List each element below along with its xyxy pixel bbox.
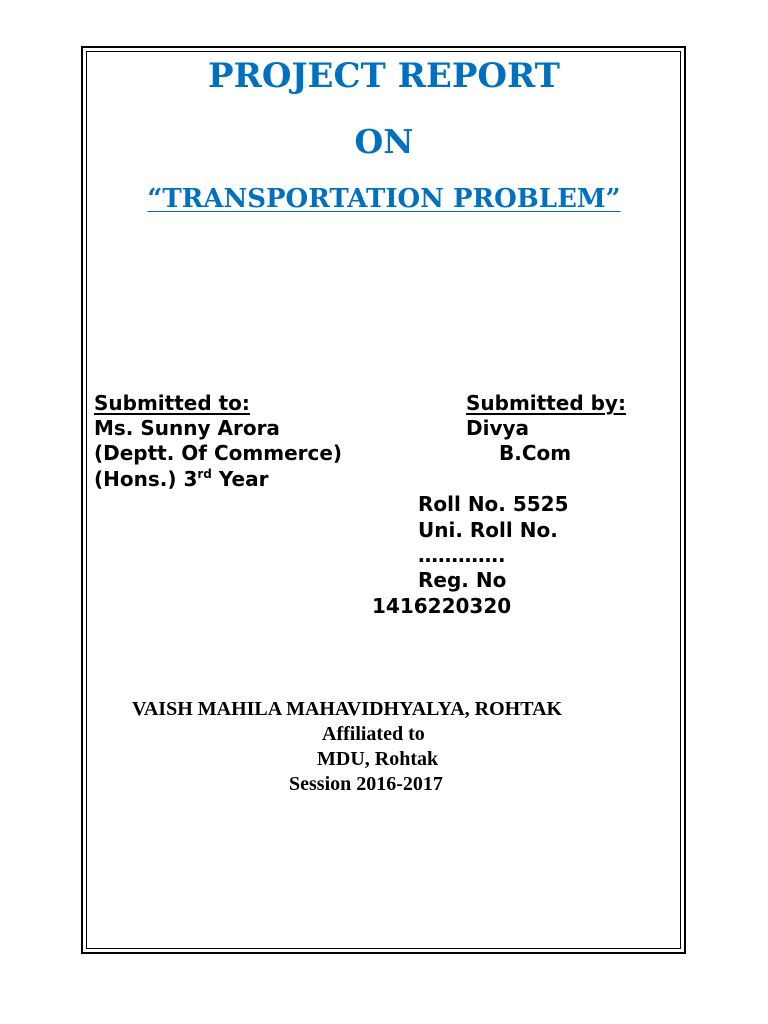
submitted-by-course: B.Com (499, 441, 572, 465)
roll-number: Roll No. 5525 (418, 492, 569, 516)
report-topic: “TRANSPORTATION PROBLEM” (147, 184, 621, 214)
uni-roll-number-label: Uni. Roll No. (418, 518, 558, 542)
reg-number-label: Reg. No (418, 568, 507, 592)
course-continuation (94, 467, 268, 492)
uni-roll-number-value: …………. (418, 543, 506, 567)
report-on: ON (354, 122, 414, 161)
submitted-by-heading: Submitted by: (466, 391, 626, 415)
submitted-to-name: Ms. Sunny Arora (94, 416, 280, 440)
course-continuation-suffix: Year (211, 467, 269, 491)
submitted-by-name: Divya (466, 416, 530, 440)
submitted-to-department: (Deptt. Of Commerce) (94, 441, 343, 465)
submitted-to-heading: Submitted to: (94, 391, 250, 415)
ordinal-suffix: rd (197, 467, 212, 481)
report-title: PROJECT REPORT (208, 56, 560, 96)
college-name: VAISH MAHILA MAHAVIDHYALYA, ROHTAK (132, 698, 563, 720)
page-border (81, 46, 686, 954)
affiliation-label: Affiliated to (322, 723, 425, 745)
session-text: Session 2016-2017 (289, 773, 443, 795)
reg-number-value: 1416220320 (372, 594, 512, 618)
course-continuation-prefix: (Hons.) 3 (94, 467, 198, 491)
university-name: MDU, Rohtak (317, 748, 439, 770)
